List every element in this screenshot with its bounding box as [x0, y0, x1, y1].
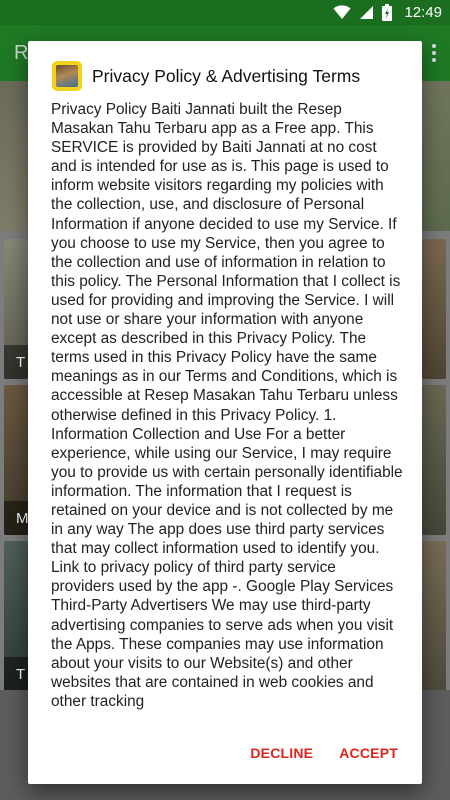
- battery-icon: [382, 4, 392, 21]
- recipe-card: [4, 385, 28, 535]
- recipe-card: [422, 239, 446, 379]
- status-time: 12:49: [404, 4, 442, 21]
- recipe-card: [4, 541, 28, 691]
- dialog-title: Privacy Policy & Advertising Terms: [92, 65, 361, 86]
- recipe-card: [4, 239, 28, 379]
- decline-button[interactable]: DECLINE: [240, 737, 323, 769]
- recipe-card-label: M: [4, 501, 28, 535]
- dialog-actions: [28, 722, 422, 784]
- dialog-message[interactable]: Privacy Policy Baiti Jannati built the Resep Masakan Tahu Terbaru app as a Free app. This SERVICE is provided by Baiti Jannati at no cost and is intended for use as is. This page is used to inform website visitors regarding my policies with the collection, use, and disclosure of Personal Information if anyone decided to use my Service. If you choose to use my Service, then you agree to the collection and use of information in relation to this policy. The Personal Information that I collect is used for providing and improving the Service. I will not use or share your information with anyone except as described in this Privacy Policy. The terms used in this Privacy Policy have the same meanings as in our Terms and Conditions, which is accessible at Resep Masakan Tahu Terbaru unless otherwise defined in this Privacy Policy. 1. Information Collection and Use For a better experience, while using our Service, I may require you to provide us with certain personally identifiable information. The information that I request is retained on your device and is not collected by me in any way The app does use third party services that may collect information used to identify you. Link to privacy policy of third party service providers used by the app -. Google Play Services Third-Party Advertisers We may use third-party advertising companies to serve ads when you visit the Apps. These companies may use information about your visits to our Website(s) and other websites that are contained in web cookies and other tracking: [51, 101, 403, 710]
- recipe-card-label: T: [4, 657, 28, 691]
- status-bar: [0, 0, 450, 25]
- app-icon: [52, 61, 82, 91]
- recipe-card: [422, 541, 446, 691]
- overflow-menu-icon: [432, 44, 436, 62]
- recipe-card: [422, 385, 446, 535]
- recipe-card-label: T: [4, 345, 28, 379]
- accept-button[interactable]: ACCEPT: [329, 737, 408, 769]
- privacy-policy-dialog: [28, 41, 422, 784]
- wifi-icon: [333, 5, 351, 20]
- dialog-header: [52, 60, 402, 92]
- app-title: R: [14, 41, 29, 64]
- signal-icon: [359, 5, 374, 20]
